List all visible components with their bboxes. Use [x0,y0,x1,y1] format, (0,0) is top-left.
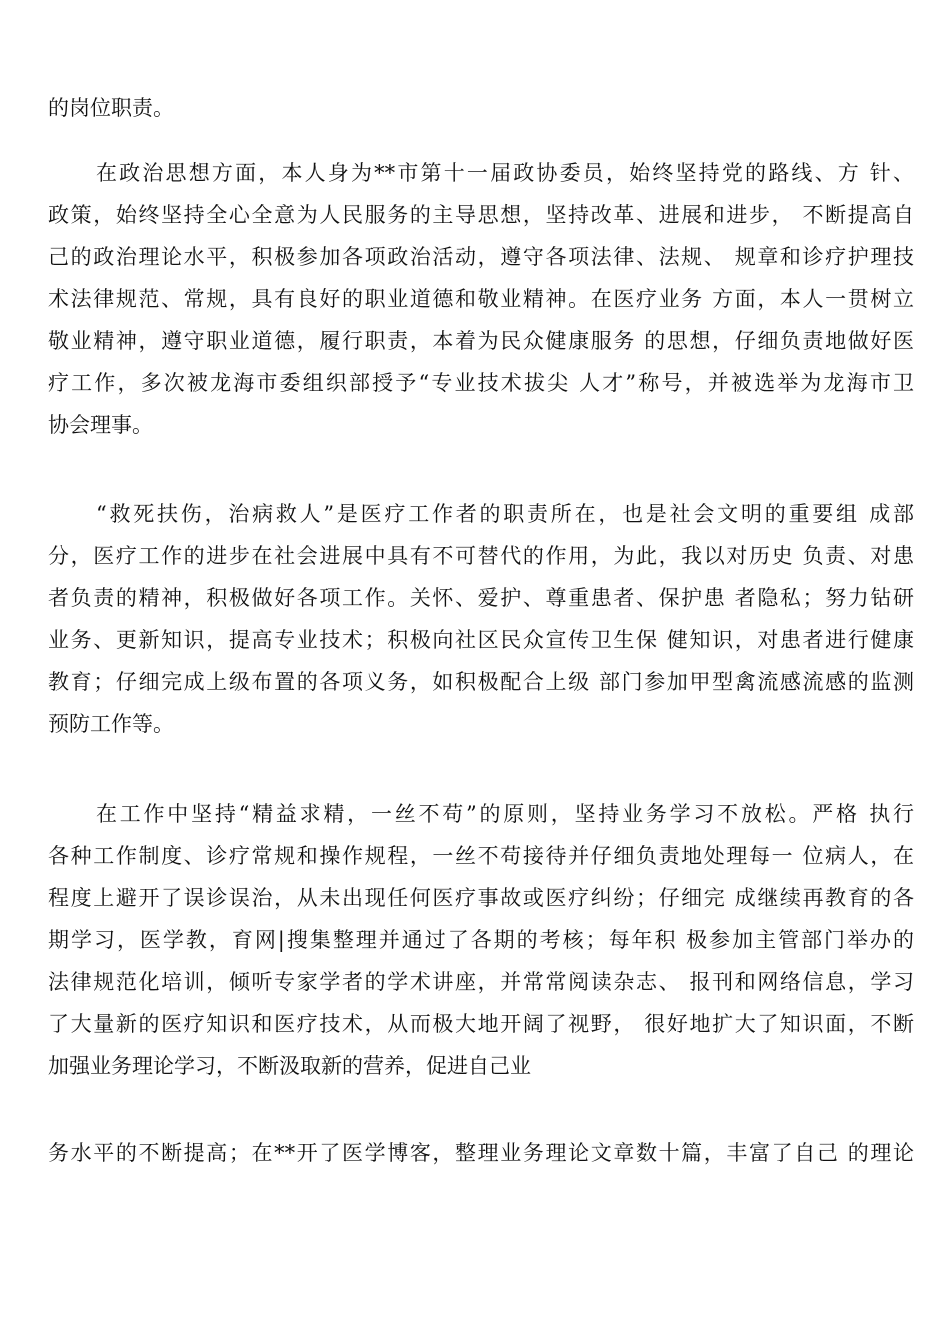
text-line: 的岗位职责。 [48,96,174,120]
text-line: 期学习，医学教，育网|搜集整理并通过了各期的考核；每年积 极参加主管部门举办的 [48,928,914,952]
text-line: 预防工作等。 [48,712,174,736]
text-line: 了大量新的医疗知识和医疗技术，从而极大地开阔了视野， 很好地扩大了知识面，不断 [48,1012,914,1036]
text-line: 己的政治理论水平，积极参加各项政治活动，遵守各项法律、法规、 规章和诊疗护理技 [48,245,914,269]
text-line: 教育；仔细完成上级布置的各项义务，如积极配合上级 部门参加甲型禽流感流感的监测 [48,670,914,694]
text-line: 疗工作，多次被龙海市委组织部授予“专业技术拔尖 人才”称号，并被选举为龙海市卫 [48,371,914,395]
text-line: 法律规范化培训，倾听专家学者的学术讲座，并常常阅读杂志、 报刊和网络信息，学习 [48,970,914,994]
text-line: 敬业精神，遵守职业道德，履行职责，本着为民众健康服务 的思想，仔细负责地做好医 [48,329,914,353]
text-line: 分，医疗工作的进步在社会进展中具有不可替代的作用，为此，我以对历史 负责、对患 [48,544,914,568]
text-line: 政策，始终坚持全心全意为人民服务的主导思想，坚持改革、进展和进步， 不断提高自 [48,203,914,227]
text-line: 协会理事。 [48,413,153,437]
text-line: 程度上避开了误诊误治，从未出现任何医疗事故或医疗纠纷；仔细完 成继续再教育的各 [48,886,914,910]
text-line: 业务、更新知识，提高专业技术；积极向社区民众宣传卫生保 健知识，对患者进行健康 [48,628,914,652]
text-line: 术法律规范、常规，具有良好的职业道德和敬业精神。在医疗业务 方面，本人一贯树立 [48,287,914,311]
paragraph-first-line: 在政治思想方面，本人身为**市第十一届政协委员，始终坚持党的路线、方 针、 [96,161,914,185]
text-line: 者负责的精神，积极做好各项工作。关怀、爱护、尊重患者、保护患 者隐私；努力钻研 [48,586,914,610]
text-line: 各种工作制度、诊疗常规和操作规程，一丝不苟接待并仔细负责地处理每一 位病人，在 [48,844,914,868]
text-line: 务水平的不断提高；在**开了医学博客，整理业务理论文章数十篇，丰富了自己 的理论 [48,1141,914,1165]
text-line: 加强业务理论学习，不断汲取新的营养，促进自己业 [48,1054,531,1078]
paragraph-first-line: 在工作中坚持“精益求精，一丝不苟”的原则，坚持业务学习不放松。严格 执行 [96,802,914,826]
paragraph-first-line: “救死扶伤，治病救人”是医疗工作者的职责所在，也是社会文明的重要组 成部 [96,502,914,526]
